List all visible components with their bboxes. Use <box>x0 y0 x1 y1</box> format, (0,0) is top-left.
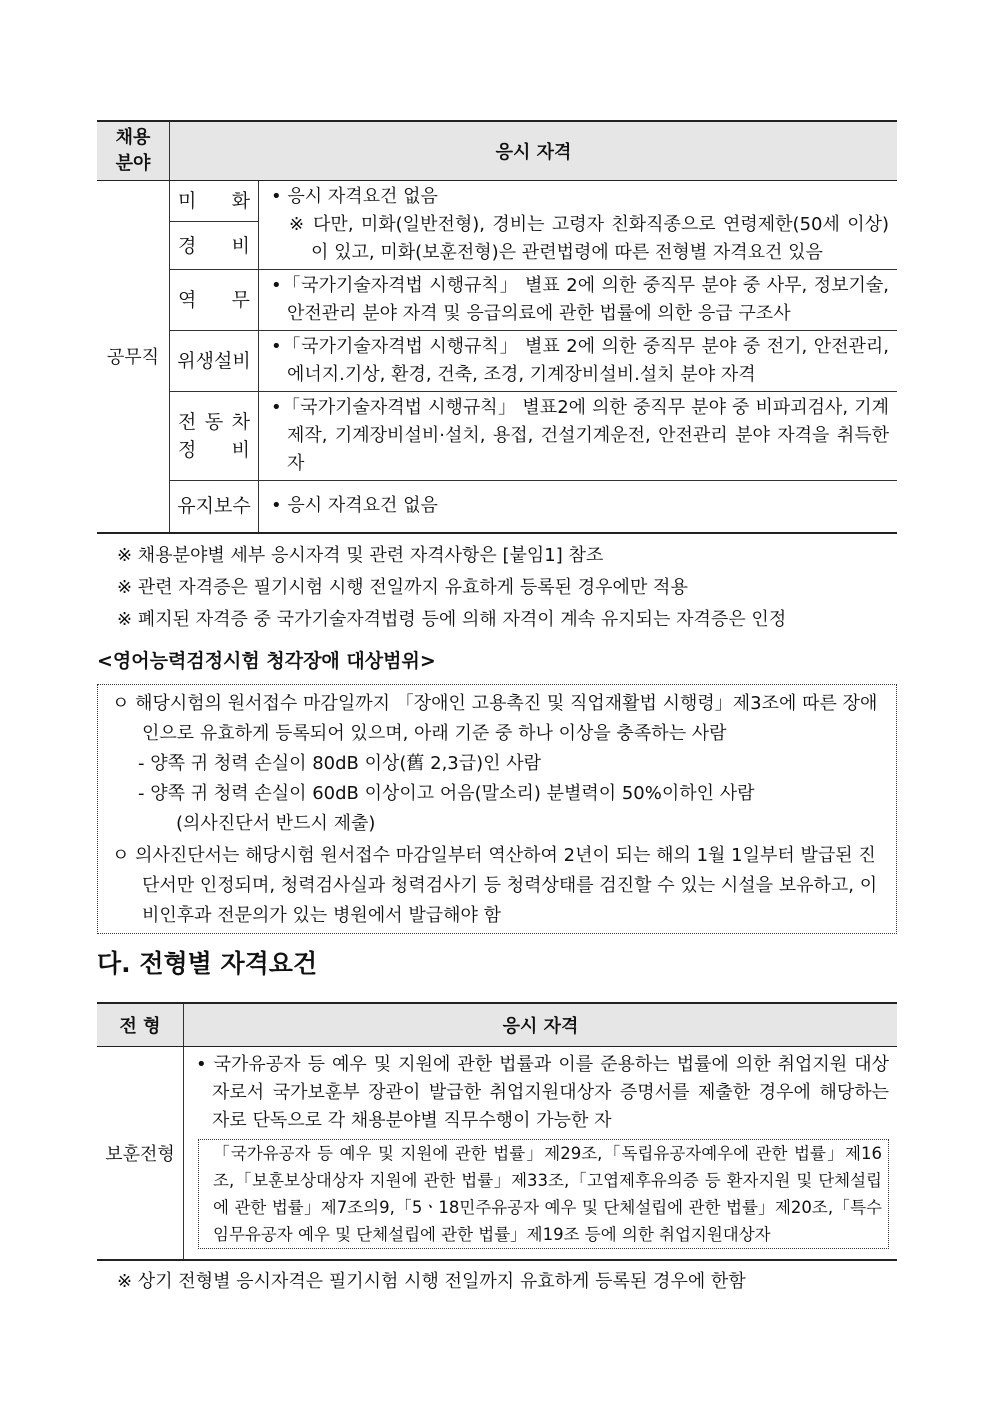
category-wisaeng: 위생설비 <box>170 331 259 392</box>
category-gyeongbi-label: 경 비 <box>178 234 250 257</box>
desc-jeondongcha-text: •「국가기술자격법 시행규칙」 별표2에 의한 중직무 분야 중 비파괴검사, 기계제작, 기계장비설비·설치, 용접, 건설기계운전, 안전관리 분야 자격을 취득한 자 <box>271 397 889 474</box>
english-item-2: ㅇ 의사진단서는 해당시험 원서접수 마감일부터 역산하여 2년이 되는 해의 1월 1일부터 발급된 진단서만 인정되며, 청력검사실과 청력검사기 등 청력상태를 검진할 수 있는 시설을 보유하고, 이비인후과 전문의가 있는 병원에서 발급해야 함 <box>112 844 878 926</box>
english-section-box <box>97 684 897 934</box>
category-yeokmu-label: 역 무 <box>178 289 250 311</box>
type-bohun-label: 보훈전형 <box>97 1046 184 1260</box>
category-yeokmu <box>170 270 259 331</box>
type-bohun-desc-text: • 국가유공자 등 예우 및 지원에 관한 법률과 이를 준용하는 법률에 의한 취업지원 대상자로서 국가보훈부 장관이 발급한 취업지원대상자 증명서를 제출한 경우에 해당하는 자로 단독으로 각 채용분야별 직무수행이 가능한 자 <box>196 1053 889 1131</box>
desc-yeokmu-text: •「국가기술자격법 시행규칙」 별표 2에 의한 중직무 분야 중 사무, 정보기술, 안전관리 분야 자격 및 응급의료에 관한 법률에 의한 응급 구조사 <box>271 275 889 324</box>
desc-wisaeng-text: •「국가기술자격법 시행규칙」 별표 2에 의한 중직무 분야 중 전기, 안전관리, 에너지.기상, 환경, 건축, 조경, 기계장비설비.설치 분야 자격 <box>271 336 889 385</box>
category-gyeongbi <box>170 222 259 270</box>
group-label: 공무직 <box>97 181 170 533</box>
category-yuji: 유지보수 <box>170 481 259 533</box>
note-2: ※ 관련 자격증은 필기시험 시행 전일까지 유효하게 등록된 경우에만 적용 <box>117 576 688 598</box>
desc-jeondongcha <box>259 392 898 481</box>
section-d-footnote: ※ 상기 전형별 응시자격은 필기시험 시행 전일까지 유효하게 등록된 경우에 한함 <box>117 1270 746 1292</box>
desc-mihwa-gyeongbi <box>259 181 898 270</box>
type-bohun-law-box: 「국가유공자 등 예우 및 지원에 관한 법률」제29조,「독립유공자예우에 관한 법률」제16조,「보훈보상대상자 지원에 관한 법률」제33조,「고엽제후유의증 등 환자지원 및 단체설립에 관한 법률」제7조의9,「5ㆍ18민주유공자 예우 및 단체설립에 관한 법률」제20조,「특수임무유공자 예우 및 단체설립에 관한 법률」제19조 등에 의한 취업지원대상자 <box>198 1139 889 1249</box>
qualification-table <box>97 120 897 534</box>
note-1: ※ 채용분야별 세부 응시자격 및 관련 자격사항은 [붙임1] 참조 <box>117 544 604 566</box>
desc-mihwa-gyeongbi-note: ※ 다만, 미화(일반전형), 경비는 고령자 친화직종으로 연령제한(50세 이상)이 있고, 미화(보훈전형)은 관련법령에 따른 전형별 자격요건 있음 <box>289 214 889 263</box>
note-3: ※ 폐지된 자격증 중 국가기술자격법령 등에 의해 자격이 계속 유지되는 자격증은 인정 <box>117 608 787 630</box>
category-jeondongcha <box>170 392 259 481</box>
header-type-qualification: 응시 자격 <box>184 1003 898 1047</box>
document-page <box>97 120 897 1297</box>
desc-yeokmu <box>259 270 898 331</box>
english-dash-2: - 양쪽 귀 청력 손실이 60dB 이상이고 어음(말소리) 분별력이 50%이하인 사람 <box>138 782 755 804</box>
header-qualification: 응시 자격 <box>170 121 898 181</box>
type-bohun-desc <box>184 1046 898 1260</box>
english-item-1: ㅇ 해당시험의 원서접수 마감일까지 「장애인 고용촉진 및 직업재활법 시행령」제3조에 따른 장애인으로 유효하게 등록되어 있으며, 아래 기준 중 하나 이상을 충족하는 사람 <box>112 692 878 744</box>
desc-wisaeng <box>259 331 898 392</box>
notes-list <box>97 540 897 636</box>
english-dash-1: - 양쪽 귀 청력 손실이 80dB 이상(舊 2,3급)인 사람 <box>138 752 542 774</box>
header-category: 채용 분야 <box>97 121 170 181</box>
category-jeondongcha-line1: 전 동 차 <box>178 411 250 433</box>
desc-mihwa-gyeongbi-text: • 응시 자격요건 없음 <box>271 186 438 207</box>
type-qualification-table <box>97 1002 897 1261</box>
category-mihwa-label: 미 화 <box>178 190 250 213</box>
header-type: 전 형 <box>97 1003 184 1047</box>
desc-yuji: • 응시 자격요건 없음 <box>259 481 898 533</box>
category-mihwa <box>170 181 259 222</box>
category-jeondongcha-line2: 정 비 <box>178 439 250 461</box>
english-dash-2-paren: (의사진단서 반드시 제출) <box>176 812 376 834</box>
section-d-title: 다. 전형별 자격요건 <box>97 948 318 978</box>
english-section-title: <영어능력검정시험 청각장애 대상범위> <box>97 649 436 672</box>
